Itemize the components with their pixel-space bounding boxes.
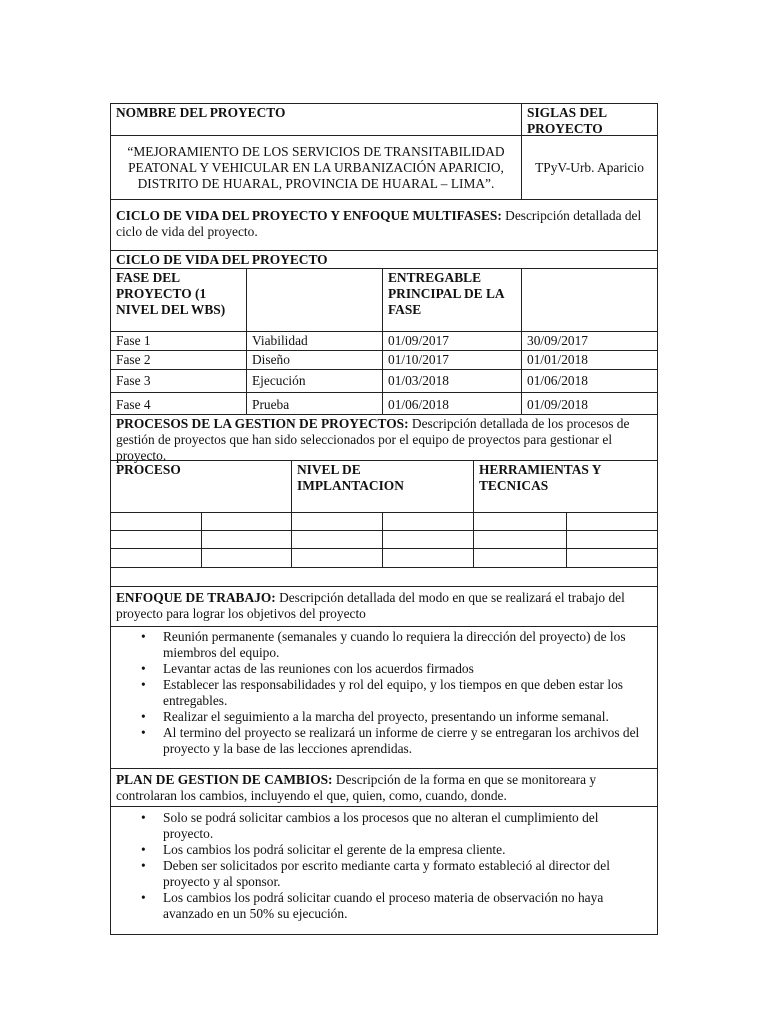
empty-cell bbox=[566, 530, 658, 549]
phase-cell: Fase 4 bbox=[110, 392, 247, 415]
empty-cell bbox=[110, 512, 202, 531]
end-date-cell: 01/01/2018 bbox=[521, 350, 658, 370]
empty-cell bbox=[201, 512, 292, 531]
lifecycle-description: Descripción detallada del ciclo de vida del proyecto. bbox=[116, 208, 642, 239]
start-date-cell: 01/03/2018 bbox=[382, 369, 522, 393]
phase-cell: Fase 2 bbox=[110, 350, 247, 370]
phase-name-cell: Ejecución bbox=[246, 369, 383, 393]
lifecycle-section bbox=[110, 199, 658, 251]
empty-cell bbox=[566, 512, 658, 531]
list-item: • Los cambios los podrá solicitar cuando el proceso materia de observación no haya avanzado en un 50% su ejecución. bbox=[163, 890, 643, 922]
empty-cell bbox=[291, 530, 383, 549]
empty-cell bbox=[201, 530, 292, 549]
empty-cell bbox=[291, 548, 383, 568]
phase-name-cell: Viabilidad bbox=[246, 331, 383, 351]
end-date-cell: 30/09/2017 bbox=[521, 331, 658, 351]
work-approach-heading: ENFOQUE DE TRABAJO: bbox=[116, 590, 276, 605]
col-level-header: NIVEL DE IMPLANTACION bbox=[291, 460, 474, 513]
acronym-label: SIGLAS DEL PROYECTO bbox=[521, 103, 658, 136]
list-item: • Al termino del proyecto se realizará un informe de cierre y se entregaran los archivos del proyecto y la base de las lecciones aprendidas. bbox=[163, 725, 643, 757]
list-item: • Solo se podrá solicitar cambios a los procesos que no alteran el cumplimiento del proyecto. bbox=[163, 810, 643, 842]
processes-heading: PROCESOS DE LA GESTION DE PROYECTOS: bbox=[116, 416, 409, 431]
phase-name-cell: Diseño bbox=[246, 350, 383, 370]
list-item: • Levantar actas de las reuniones con los acuerdos firmados bbox=[163, 661, 643, 677]
project-name-label: NOMBRE DEL PROYECTO bbox=[110, 103, 522, 136]
empty-cell bbox=[382, 548, 474, 568]
list-item: • Reunión permanente (semanales y cuando lo requiera la dirección del proyecto) de los miembros del equipo. bbox=[163, 629, 643, 661]
project-charter-form bbox=[110, 103, 658, 935]
empty-cell bbox=[382, 512, 474, 531]
lifecycle-table-title: CICLO DE VIDA DEL PROYECTO bbox=[110, 250, 658, 269]
empty-cell bbox=[473, 512, 567, 531]
processes-description: Descripción detallada de los procesos de gestión de proyectos que han sido seleccionados por el equipo de proyectos para gestionar el proyecto. bbox=[116, 416, 630, 463]
col-process-header: PROCESO bbox=[110, 460, 292, 513]
change-plan-heading: PLAN DE GESTION DE CAMBIOS: bbox=[116, 772, 333, 787]
empty-cell bbox=[291, 512, 383, 531]
list-item: • Los cambios los podrá solicitar el gerente de la empresa cliente. bbox=[163, 842, 643, 858]
empty-cell bbox=[566, 548, 658, 568]
processes-section bbox=[110, 414, 658, 461]
work-approach-list bbox=[116, 629, 643, 757]
empty-cell bbox=[473, 530, 567, 549]
change-plan-list bbox=[116, 810, 643, 922]
start-date-cell: 01/06/2018 bbox=[382, 392, 522, 415]
start-date-cell: 01/09/2017 bbox=[382, 331, 522, 351]
phase-cell: Fase 1 bbox=[110, 331, 247, 351]
work-approach-description: Descripción detallada del modo en que se realizará el trabajo del proyecto para lograr los objetivos del proyecto bbox=[116, 590, 625, 621]
empty-cell bbox=[110, 530, 202, 549]
empty-cell bbox=[382, 530, 474, 549]
col-tools-header: HERRAMIENTAS Y TECNICAS bbox=[473, 460, 658, 513]
empty-row bbox=[110, 567, 658, 587]
empty-cell bbox=[473, 548, 567, 568]
work-approach-section bbox=[110, 586, 658, 627]
end-date-cell: 01/09/2018 bbox=[521, 392, 658, 415]
list-item: • Realizar el seguimiento a la marcha del proyecto, presentando un informe semanal. bbox=[163, 709, 643, 725]
lifecycle-heading: CICLO DE VIDA DEL PROYECTO Y ENFOQUE MULTIFASES: bbox=[116, 208, 502, 223]
empty-cell bbox=[201, 548, 292, 568]
col-blank-header bbox=[521, 268, 658, 332]
phase-cell: Fase 3 bbox=[110, 369, 247, 393]
start-date-cell: 01/10/2017 bbox=[382, 350, 522, 370]
empty-cell bbox=[110, 548, 202, 568]
col-deliverable-header: ENTREGABLE PRINCIPAL DE LA FASE bbox=[382, 268, 522, 332]
col-blank-header bbox=[246, 268, 383, 332]
phase-name-cell: Prueba bbox=[246, 392, 383, 415]
end-date-cell: 01/06/2018 bbox=[521, 369, 658, 393]
project-acronym: TPyV-Urb. Aparicio bbox=[521, 135, 658, 200]
project-title: “MEJORAMIENTO DE LOS SERVICIOS DE TRANSITABILIDAD PEATONAL Y VEHICULAR EN LA URBANIZACIÓN APARICIO, DISTRITO DE HUARAL, PROVINCIA DE HUARAL – LIMA”. bbox=[110, 135, 522, 200]
work-approach-list-cell bbox=[110, 626, 658, 769]
list-item: • Establecer las responsabilidades y rol del equipo, y los tiempos en que deben estar los entregables. bbox=[163, 677, 643, 709]
list-item: • Deben ser solicitados por escrito mediante carta y formato estableció al director del proyecto y al sponsor. bbox=[163, 858, 643, 890]
change-plan-description: Descripción de la forma en que se monitoreara y controlaran los cambios, incluyendo el que, quien, como, cuando, donde. bbox=[116, 772, 597, 803]
change-plan-section bbox=[110, 768, 658, 807]
change-plan-list-cell bbox=[110, 806, 658, 935]
col-phase-header: FASE DEL PROYECTO (1 NIVEL DEL WBS) bbox=[110, 268, 247, 332]
